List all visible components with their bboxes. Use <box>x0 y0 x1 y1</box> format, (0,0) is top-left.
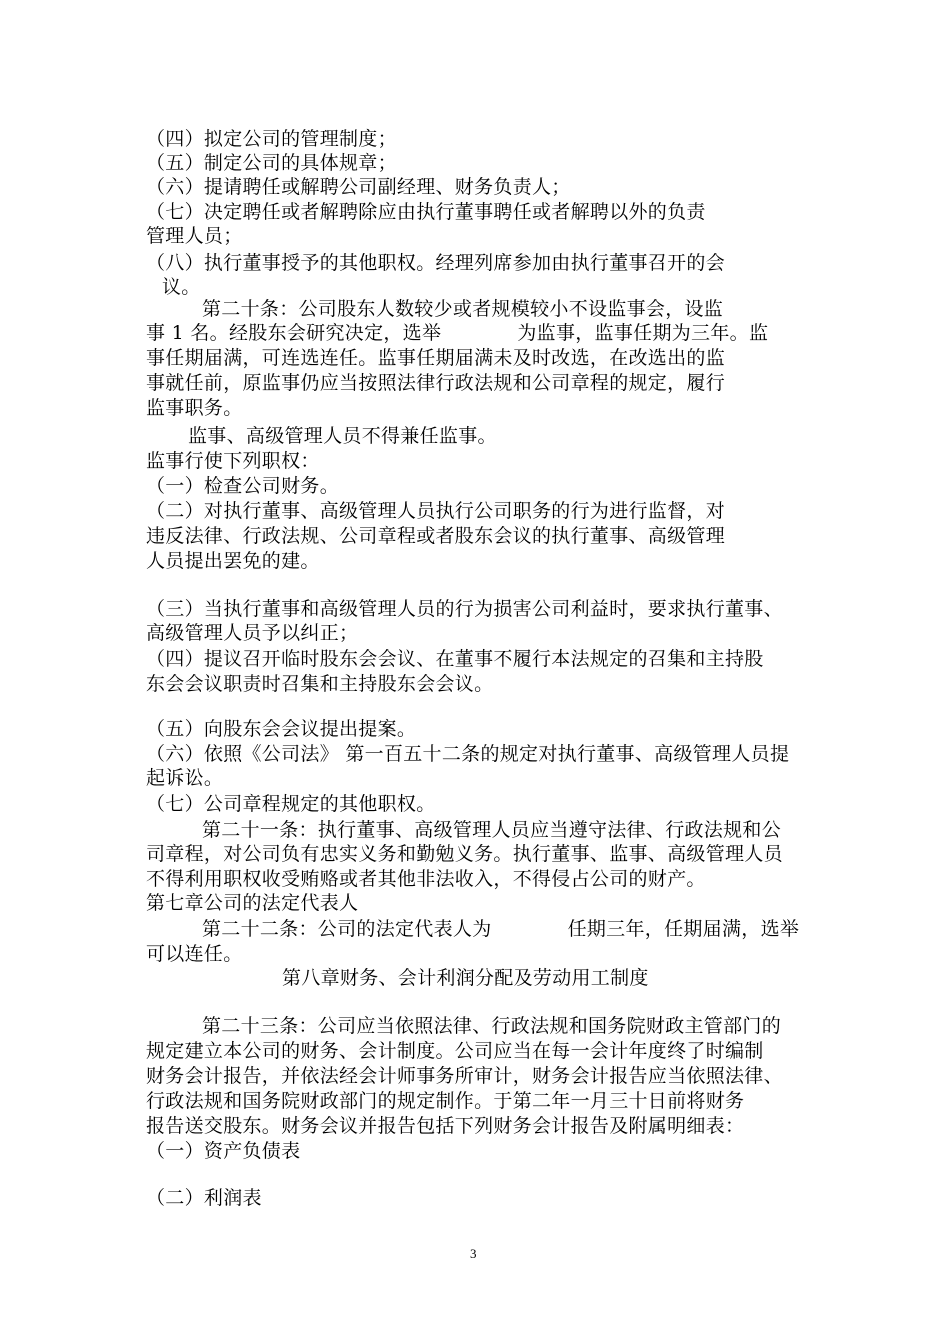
text-line: 事 1 名。经股东会研究决定，选举 为监事，监事任期为三年。监 <box>146 322 769 344</box>
text-line: 财务会计报告，并依法经会计师事务所审计，财务会计报告应当依照法律、 <box>146 1065 783 1087</box>
text-line: 监事、高级管理人员不得兼任监事。 <box>188 425 497 447</box>
text-line: 管理人员； <box>146 225 243 247</box>
text-line: （六）提请聘任或解聘公司副经理、财务负责人； <box>146 176 571 198</box>
text-line: （二）利润表 <box>146 1187 262 1209</box>
text-line: （四）拟定公司的管理制度； <box>146 128 397 150</box>
text-line: 议。 <box>162 276 201 298</box>
text-line: 高级管理人员予以纠正； <box>146 622 359 644</box>
text-line: 监事行使下列职权： <box>146 450 320 472</box>
text-line: （三）当执行董事和高级管理人员的行为损害公司利益时，要求执行董事、 <box>146 598 783 620</box>
text-line: 司章程，对公司负有忠实义务和勤勉义务。执行董事、监事、高级管理人员 <box>146 843 783 865</box>
text-line: 报告送交股东。财务会议并报告包括下列财务会计报告及附属明细表： <box>146 1115 745 1137</box>
text-line: 监事职务。 <box>146 397 243 419</box>
text-line: （七）公司章程规定的其他职权。 <box>146 793 436 815</box>
text-line: 第二十一条：执行董事、高级管理人员应当遵守法律、行政法规和公 <box>202 819 782 841</box>
text-line: （七）决定聘任或者解聘除应由执行董事聘任或者解聘以外的负责 <box>146 201 706 223</box>
text-line: （二）对执行董事、高级管理人员执行公司职务的行为进行监督，对 <box>146 500 726 522</box>
text-line: 违反法律、行政法规、公司章程或者股东会议的执行董事、高级管理 <box>146 525 726 547</box>
text-line: 东会会议职责时召集和主持股东会会议。 <box>146 673 494 695</box>
text-line: （五）向股东会会议提出提案。 <box>146 718 417 740</box>
text-line: 可以连任。 <box>146 943 243 965</box>
text-line: 事就任前，原监事仍应当按照法律行政法规和公司章程的规定，履行 <box>146 372 726 394</box>
text-line: 起诉讼。 <box>146 767 224 789</box>
text-line: （六）依照《公司法》 第一百五十二条的规定对执行董事、高级管理人员提 <box>146 743 790 765</box>
text-line: 第七章公司的法定代表人 <box>146 892 359 914</box>
text-line: （五）制定公司的具体规章； <box>146 152 397 174</box>
text-line: 第二十条：公司股东人数较少或者规模较小不设监事会，设监 <box>202 298 724 320</box>
text-line: （八）执行董事授予的其他职权。经理列席参加由执行董事召开的会 <box>146 252 726 274</box>
text-line: 人员提出罢免的建。 <box>146 550 320 572</box>
text-line: 第二十三条：公司应当依照法律、行政法规和国务院财政主管部门的 <box>202 1015 782 1037</box>
text-line: 第二十二条：公司的法定代表人为 任期三年，任期届满，选举 <box>202 918 800 940</box>
page-number: 3 <box>470 1246 477 1261</box>
text-line: 不得利用职权收受贿赂或者其他非法收入，不得侵占公司的财产。 <box>146 868 706 890</box>
text-line: （四）提议召开临时股东会会议、在董事不履行本法规定的召集和主持股 <box>146 648 764 670</box>
chapter-heading: 第八章财务、会计利润分配及劳动用工制度 <box>282 967 649 989</box>
text-line: 行政法规和国务院财政部门的规定制作。于第二年一月三十日前将财务 <box>146 1090 745 1112</box>
text-line: （一）资产负债表 <box>146 1140 301 1162</box>
text-line: （一）检查公司财务。 <box>146 475 340 497</box>
text-line: 规定建立本公司的财务、会计制度。公司应当在每一会计年度终了时编制 <box>146 1040 764 1062</box>
text-line: 事任期届满，可连选连任。监事任期届满未及时改选，在改选出的监 <box>146 347 726 369</box>
